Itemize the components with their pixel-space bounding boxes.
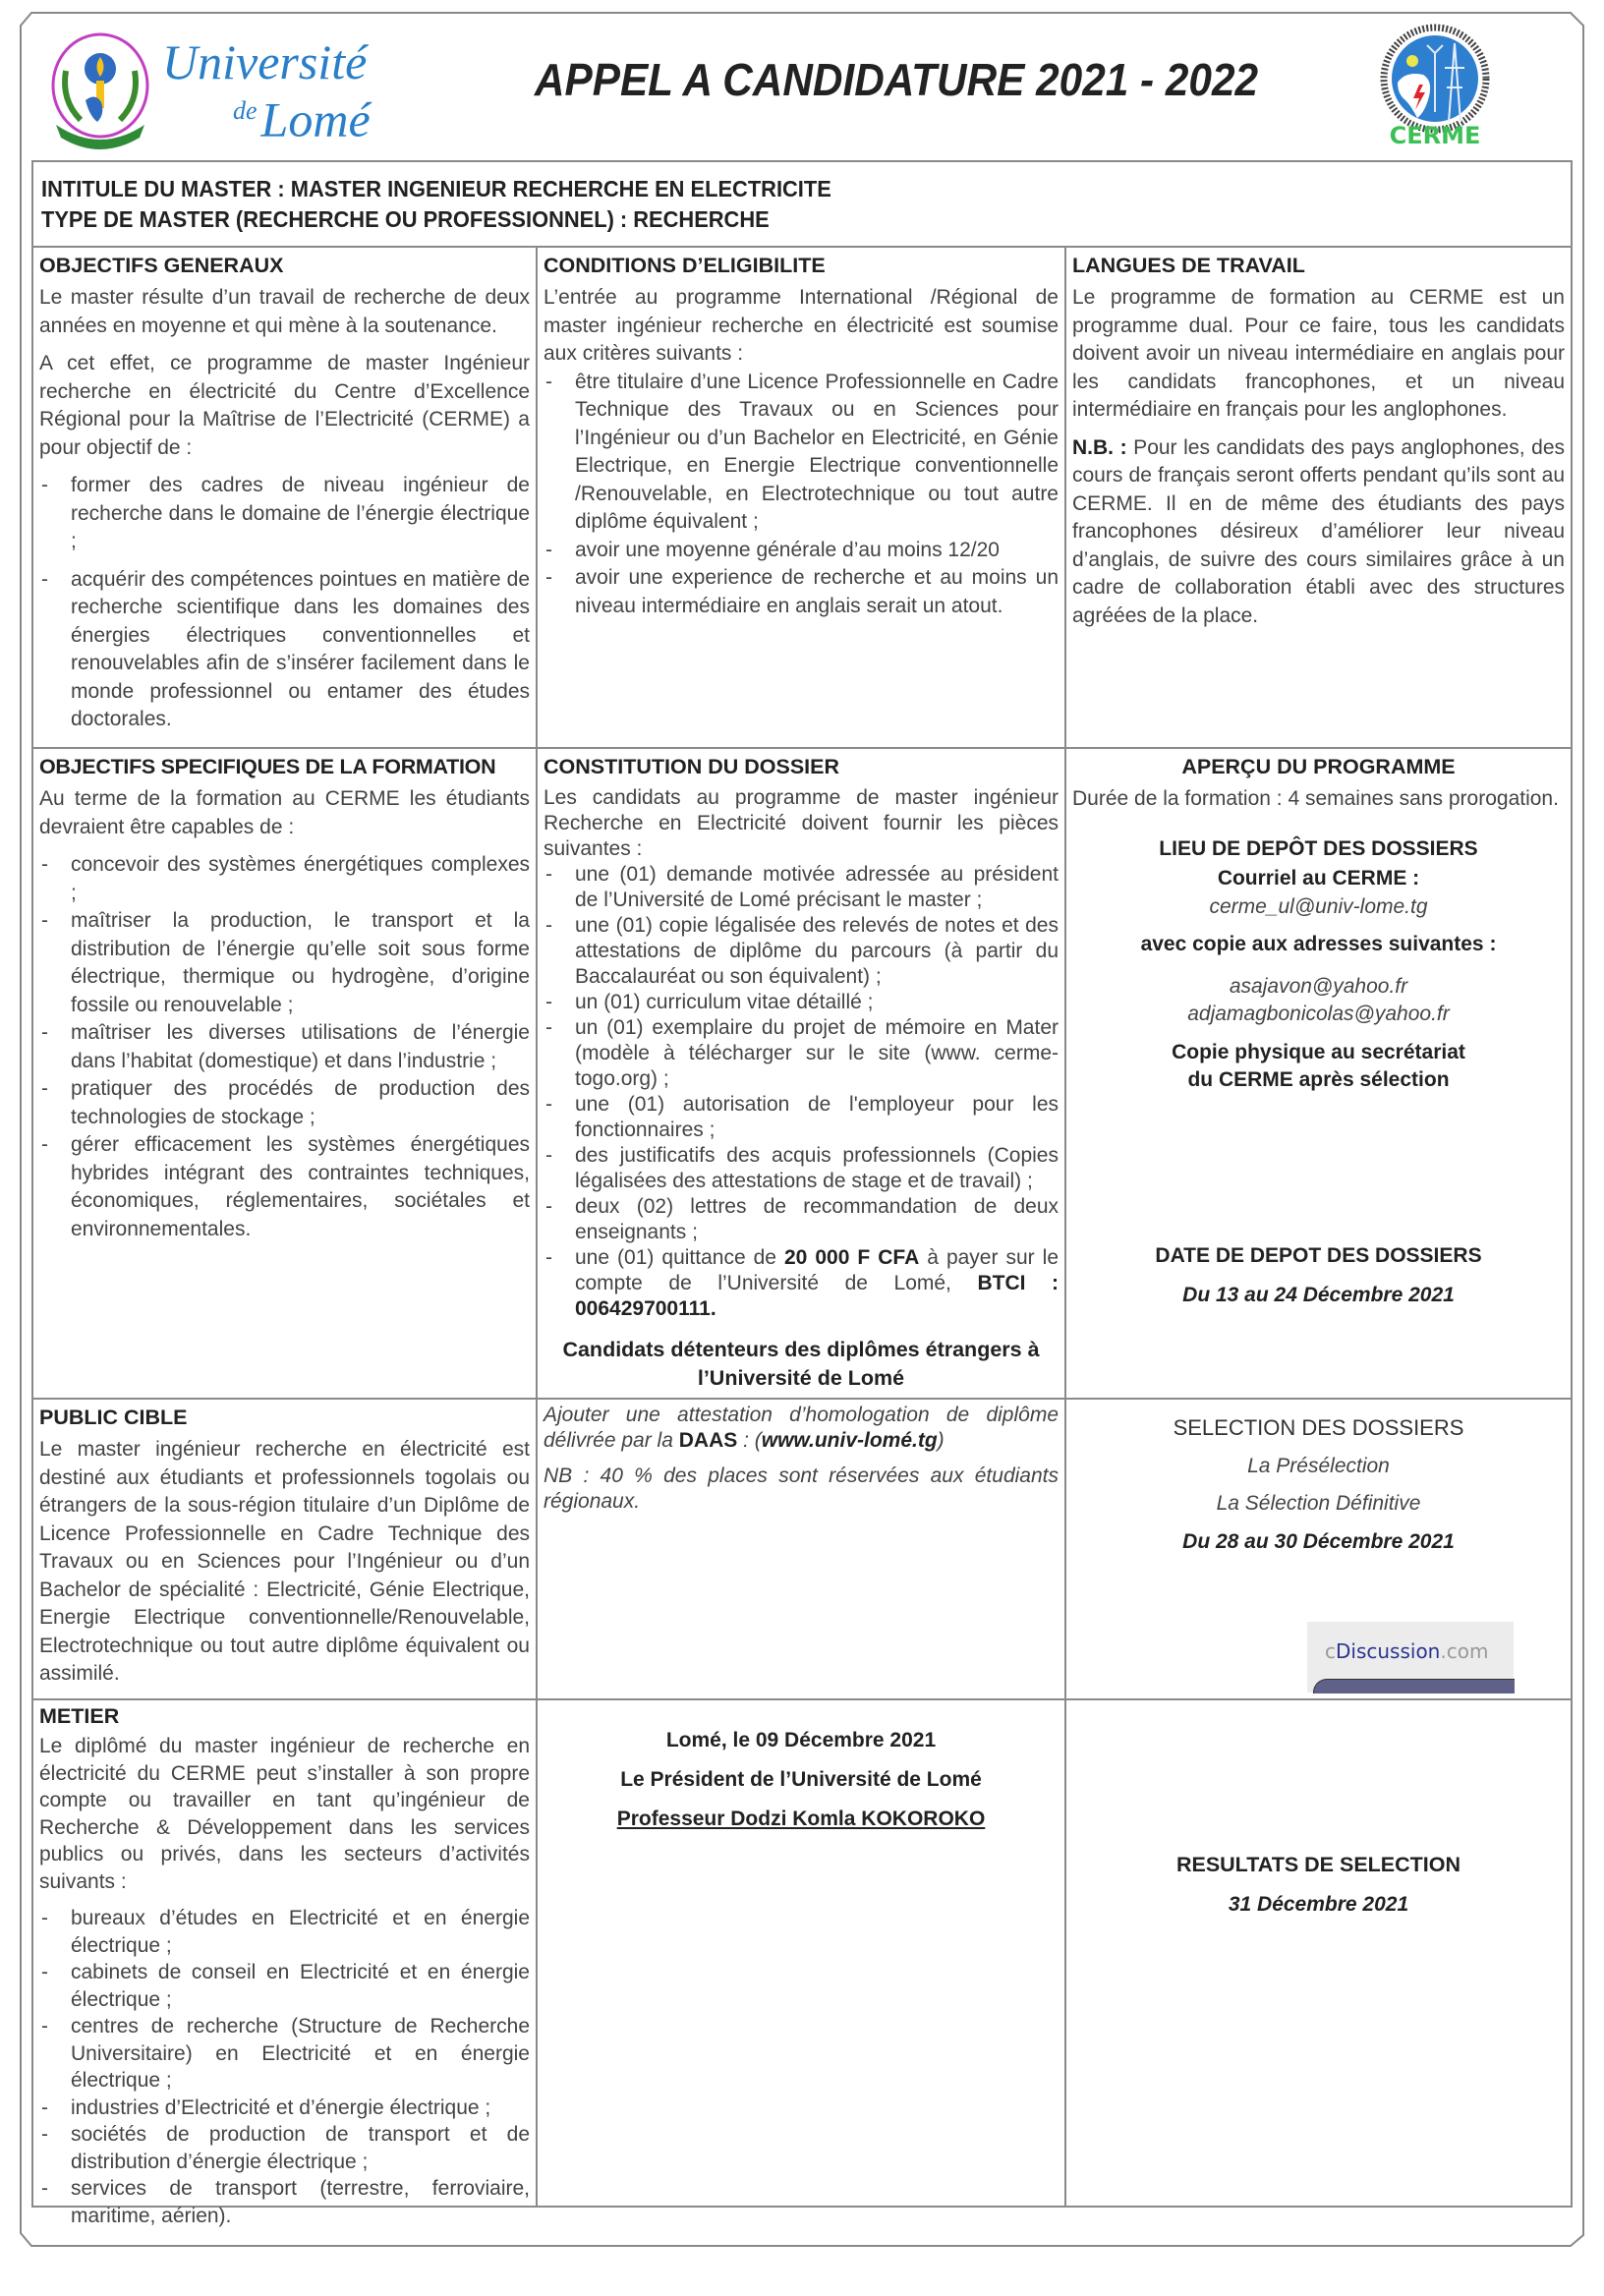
objectifs-specifiques-intro: Au terme de la formation au CERME les étudiants devraient être capables de : [39,787,530,838]
nb-text: Pour les candidats des pays anglophones, des cours de français seront offerts pendant qu’ils sont au CERME. Il en de même des étudiants des pays francophones désireux d’améliorer leur niveau d’anglais, de suivre des cours similaires grâce à un cadre de collaboration établi avec des structures agréées de la place. [1072,435,1565,627]
langues-section [1066,249,1571,640]
list-item: - être titulaire d’une Licence Professionnelle en Cadre Technique des Travaux ou en Sciences pour l’Ingénieur ou d’un Bachelor en Electricité, en Génie Electrique, en Energie Electrique conventionnelle /Renouvelable, en Electrotechnique ou tout autre diplôme équivalent ; [544,369,1059,537]
daas-label: DAAS [678,1429,738,1452]
list-item: - concevoir des systèmes énergétiques complexes ; [39,851,530,907]
resultats-date: 31 Décembre 2021 [1228,1892,1409,1916]
university-name-line1: Université [162,34,368,89]
selection-dates: Du 28 au 30 Décembre 2021 [1182,1529,1455,1553]
date-depot-heading: DATE DE DEPOT DES DOSSIERS [1155,1243,1482,1267]
copy-email-link[interactable]: adjamagbonicolas@yahoo.fr [1187,1003,1450,1025]
univ-lome-link[interactable]: www.univ-lomé.tg [761,1429,938,1452]
metier-list [39,1905,530,2229]
list-item: - des justificatifs des acquis professionnels (Copies légalisées des attestations de stage et de travail) ; [544,1143,1059,1194]
note-pre: Ajouter une attestation d’homologation de diplôme délivrée par la [544,1404,1059,1452]
duree-formation: Durée de la formation : 4 semaines sans prorogation. [1072,787,1559,810]
cdiscussion-watermark [1307,1622,1514,1693]
list-item: - un (01) curriculum vitae détaillé ; [544,990,1059,1015]
section-heading: METIER [39,1704,120,1728]
langues-para: Le programme de formation au CERME est un programme dual. Pour ce faire, tous les candidats doivent avoir un niveau intermédiaire en anglais pour les candidats francophones, et un niveau intermédiaire en français pour les anglophones. [1072,286,1565,421]
metier-section [33,1701,536,2239]
metier-intro: Le diplômé du master ingénieur de recherche en électricité du CERME peut s’installer à son propre compte ou travailler en tant qu’ingénieur de Recherche & Développement dans les services publics ou privés, dans les secteurs d’activités suivants : [39,1735,530,1893]
programme-table [31,160,1573,2227]
row-divider [31,246,1573,248]
physical-copy-line1: Copie physique au secrétariat [1172,1040,1465,1063]
list-item: - une (01) copie légalisée des relevés de notes et des attestations de diplôme du parcours (à partir du Baccalauréat ou son équivalent) ; [544,913,1059,990]
section-heading: PUBLIC CIBLE [39,1406,188,1429]
dossier-section [538,750,1064,1524]
selection-section [1066,1401,1571,1556]
apercu-section [1066,750,1571,1310]
physical-copy-rest: après sélection [1292,1068,1450,1091]
list-item: - services de transport (terrestre, ferroviaire, maritime, aérien). [39,2175,530,2229]
fee-amount: 20 000 F CFA [784,1246,920,1269]
master-title: INTITULE DU MASTER : MASTER INGENIEUR RECHERCHE EN ELECTRICITE [41,176,831,201]
section-heading: APERÇU DU PROGRAMME [1181,755,1456,778]
list-item: - avoir une moyenne générale d’au moins 12/20 [544,537,1059,565]
list-item: - cabinets de conseil en Electricité et en énergie électrique ; [39,1959,530,2013]
objectifs-generaux-section [33,249,536,744]
section-heading: OBJECTIFS GENERAUX [39,254,284,277]
university-name [162,34,371,147]
objectifs-specifiques-list [39,851,530,1243]
list-item: - maîtriser les diverses utilisations de l’énergie dans l’habitat (domestique) et dans l’industrie ; [39,1019,530,1075]
foreign-diploma-note [544,1403,1059,1454]
list-item: - sociétés de production de transport et de distribution d’énergie électrique ; [39,2121,530,2175]
courriel-label: Courriel au CERME : [1217,867,1420,890]
physical-copy-bold: du CERME [1187,1068,1293,1091]
list-item: - former des cadres de niveau ingénieur de recherche dans le domaine de l’énergie électrique ; [39,472,530,556]
objectifs-generaux-intro [39,284,530,340]
public-cible-para: Le master ingénieur recherche en électricité est destiné aux étudiants et professionnels togolais ou étrangers de la sous-région titulaire d’un Diplôme de Licence Professionnelle en Cadre Technique des Travaux ou en Sciences pour l’Ingénieur ou d’un Bachelor de spécialité : Electricité, Génie Electrique, Energie Electrique conventionnelle/Renouvelable, Electrotechnique ou tout autre diplôme équivalent ou assimilé. [39,1438,530,1685]
list-item: - pratiquer des procédés de production des technologies de stockage ; [39,1075,530,1131]
section-heading: CONSTITUTION DU DOSSIER [544,755,840,778]
row-divider [31,1698,1573,1700]
signature-block [538,1701,1064,1839]
intro-text: Le master résulte d’un travail de recherche de deux années en moyenne et qui mène à la soutenance. [39,286,530,337]
list-item: - acquérir des compétences pointues en matière de recherche scientifique dans les domaines des énergies électriques conventionnelles et renouvelables afin de s’insérer facilement dans le monde professionnel ou entamer des études doctorales. [39,566,530,734]
university-name-de: de [233,96,258,125]
page-title: APPEL A CANDIDATURE 2021 - 2022 [534,54,1259,105]
resultats-heading: RESULTATS DE SELECTION [1175,1853,1461,1876]
watermark-prefix: c [1325,1639,1336,1663]
section-heading: CONDITIONS D’ELIGIBILITE [544,254,826,277]
header [31,22,1573,159]
watermark-suffix: .com [1440,1639,1489,1663]
fee-pre: une (01) quittance de [575,1246,784,1269]
copy-email-link[interactable]: asajavon@yahoo.fr [1229,974,1408,998]
university-emblem-icon [46,31,154,149]
cerme-email-link[interactable]: cerme_ul@univ-lome.tg [1209,894,1428,918]
list-item: - une (01) autorisation de l'employeur pour les fonctionnaires ; [544,1092,1059,1143]
note-mid: : ( [737,1429,762,1452]
dossier-intro: Les candidats au programme de master ingénieur Recherche en Electricité doivent fournir les pièces suivantes : [544,786,1059,860]
master-info [41,174,831,235]
row-divider [31,747,1573,749]
objectifs-generaux-list [39,472,530,734]
selection-step-definitive: La Sélection Définitive [1216,1492,1421,1515]
master-type: TYPE DE MASTER (RECHERCHE OU PROFESSIONNEL) : RECHERCHE [41,206,770,232]
list-item: - maîtriser la production, le transport et la distribution de l’énergie qu’elle soit sous forme électrique, thermique ou hydrogène, d’origine fossile ou renouvelable ; [39,907,530,1019]
objectifs-generaux-para: A cet effet, ce programme de master Ingénieur recherche en électricité du Centre d’Excellence Régional pour la Maîtrise de l’Electricité (CERME) a pour objectif de : [39,352,530,459]
list-item: - deux (02) lettres de recommandation de deux enseignants ; [544,1194,1059,1245]
dossier-list [544,862,1059,1322]
watermark-bar [1313,1679,1515,1693]
fee-mid: à payer sur le compte de l’Université de Lomé, [575,1246,1059,1294]
resultats-section [1066,1701,1571,1919]
conditions-section [538,249,1064,630]
signature-role: Le Président de l’Université de Lomé [620,1768,982,1791]
watermark-text [1325,1639,1488,1663]
fee-item [544,1245,1059,1322]
selection-heading: SELECTION DES DOSSIERS [1173,1415,1464,1440]
list-item: - avoir une experience de recherche et au moins un niveau intermédiaire en anglais serait un atout. [544,564,1059,620]
signature-name: Professeur Dodzi Komla KOKOROKO [616,1808,986,1830]
list-item: - centres de recherche (Structure de Recherche Universitaire) en Electricité et en énergie électrique ; [39,2013,530,2095]
conditions-list [544,369,1059,621]
langues-nb [1072,434,1565,631]
cerme-emblem-icon [1376,24,1494,151]
foreign-diploma-heading: Candidats détenteurs des diplômes étrangers à l’Université de Lomé [562,1338,1040,1390]
selection-step-preselection: La Présélection [1247,1454,1390,1477]
signature-place-date: Lomé, le 09 Décembre 2021 [665,1729,937,1751]
list-item: - une (01) demande motivée adressée au président de l’Université de Lomé précisant le master ; [544,862,1059,913]
public-cible-section [33,1401,536,1698]
section-heading: OBJECTIFS SPECIFIQUES DE LA FORMATION [39,755,496,778]
lieu-depot-heading: LIEU DE DEPÔT DES DOSSIERS [1159,836,1478,860]
regional-quota-note: NB : 40 % des places sont réservées aux étudiants régionaux. [544,1464,1059,1513]
list-item: - industries d’Electricité et d’énergie électrique ; [39,2095,530,2122]
cerme-logo [1376,24,1494,151]
objectifs-specifiques-section [33,750,536,1253]
university-name-line2: Lomé [260,91,371,147]
list-item: - gérer efficacement les systèmes énergétiques hybrides intégrant des contraintes techniques, économiques, réglementaires, sociétales et environnementales. [39,1131,530,1243]
physical-copy-line2 [1072,1066,1565,1095]
section-heading: LANGUES DE TRAVAIL [1072,254,1305,277]
cerme-logo-text: CERME [1389,122,1481,149]
note-end: ) [937,1429,945,1452]
table-border-right [1571,160,1573,2208]
bank-account: BTCI : 006429700111. [575,1272,1060,1320]
list-item: - un (01) exemplaire du projet de mémoire en Mater (modèle à télécharger sur le site (www. cerme-togo.org) ; [544,1015,1059,1092]
conditions-intro: L’entrée au programme International /Régional de master ingénieur recherche en électricité est soumise aux critères suivants : [544,286,1059,365]
copie-label: avec copie aux adresses suivantes : [1140,933,1497,955]
nb-label: N.B. : [1072,435,1127,459]
universite-de-lome-logo [46,31,400,149]
list-item: - bureaux d’études en Electricité et en énergie électrique ; [39,1905,530,1959]
date-depot-value: Du 13 au 24 Décembre 2021 [1182,1284,1455,1306]
table-border-top [31,160,1573,162]
watermark-brand: Discussion [1336,1639,1441,1663]
